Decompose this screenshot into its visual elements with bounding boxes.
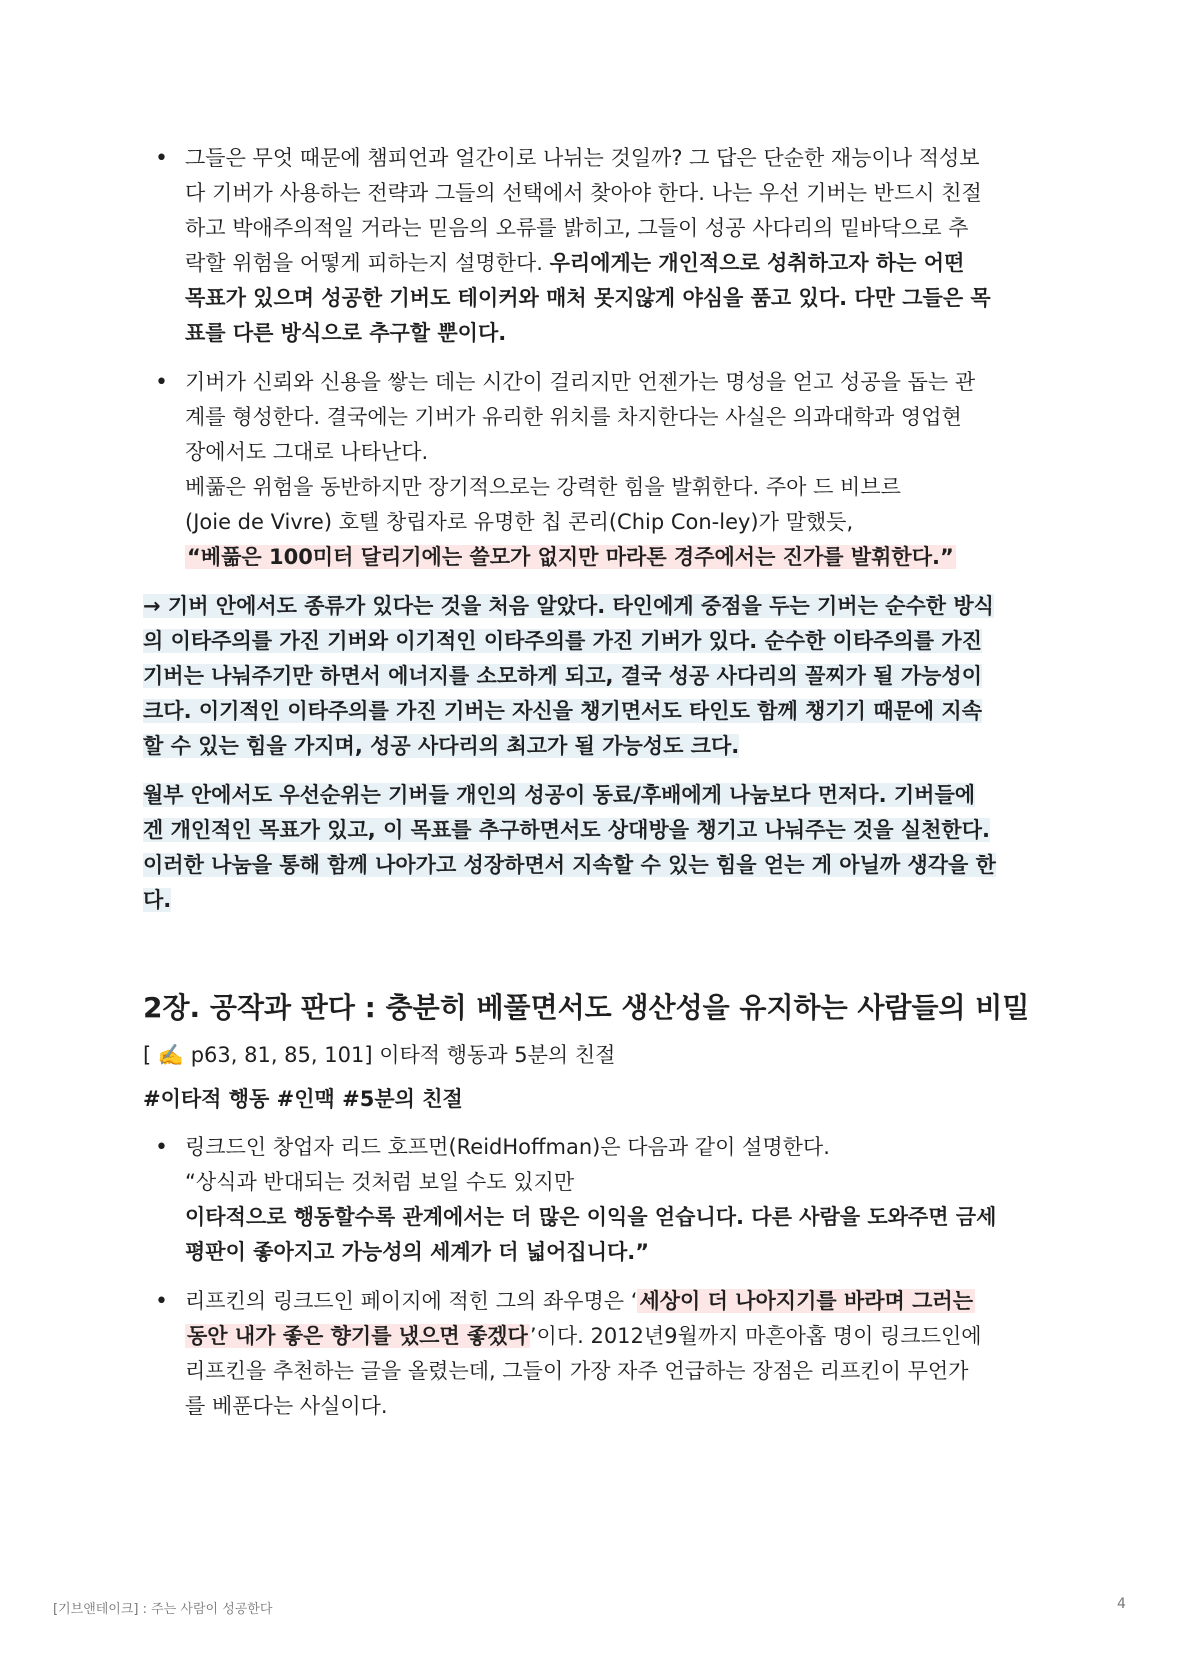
reflection-note-2 — [143, 778, 1043, 918]
note-line: → 기버 안에서도 종류가 있다는 것을 처음 알았다. 타인에게 중점을 두는 기버는 순수한 방식 — [143, 594, 994, 618]
text-line: 베풂은 위험을 동반하지만 장기적으로는 강력한 힘을 발휘한다. 주아 드 비브르 — [185, 475, 901, 499]
reflection-note-1 — [143, 589, 1043, 764]
bold-line: 표를 다른 방식으로 추구할 뿐이다. — [185, 321, 507, 345]
text-line: (Joie de Vivre) 호텔 창립자로 유명한 칩 콘리(Chip Con-ley)가 말했듯, — [185, 510, 854, 534]
bold-text: 우리에게는 개인적으로 성취하고자 하는 어떤 — [549, 251, 965, 275]
text-line: 다 기버가 사용하는 전략과 그들의 선택에서 찾아야 한다. 나는 우선 기버는 반드시 친절 — [185, 181, 982, 205]
text-line: 를 베푼다는 사실이다. — [185, 1394, 388, 1418]
text-line: “상식과 반대되는 것처럼 보일 수도 있지만 — [185, 1170, 575, 1194]
footer-title: [기브앤테이크] : 주는 사람이 성공한다 — [53, 1602, 273, 1617]
note-line: 월부 안에서도 우선순위는 기버들 개인의 성공이 동료/후배에게 나눔보다 먼저다. 기버들에 — [143, 783, 976, 807]
highlighted-motto: 동안 내가 좋은 향기를 냈으면 좋겠다 — [187, 1324, 528, 1348]
bullet-list-2 — [143, 1130, 1043, 1424]
note-line: 겐 개인적인 목표가 있고, 이 목표를 추구하면서도 상대방을 챙기고 나눠주는 것을 실천한다. — [143, 818, 990, 842]
note-line: 이러한 나눔을 통해 함께 나아가고 성장하면서 지속할 수 있는 힘을 얻는 게 아닐까 생각을 한 — [143, 853, 996, 877]
text-line: 장에서도 그대로 나타난다. — [185, 440, 429, 464]
note-line: 기버는 나눠주기만 하면서 에너지를 소모하게 되고, 결국 성공 사다리의 꼴찌가 될 가능성이 — [143, 664, 982, 688]
reference-topic: 이타적 행동과 5분의 친절 — [372, 1043, 616, 1067]
plain-text: 락할 위험을 어떻게 피하는지 설명한다. — [185, 251, 550, 275]
list-item — [143, 365, 1043, 575]
bullet-list-1 — [143, 141, 1043, 575]
document-body — [143, 141, 1043, 1438]
note-line: 의 이타주의를 가진 기버와 이기적인 이타주의를 가진 기버가 있다. 순수한 이타주의를 가진 — [143, 629, 982, 653]
plain-text: ’이다. 2012년9월까지 마흔아홉 명이 링크드인에 — [529, 1324, 982, 1348]
bold-line: 이타적으로 행동할수록 관계에서는 더 많은 이익을 얻습니다. 다른 사람을 도와주면 금세 — [185, 1205, 997, 1229]
note-line: 할 수 있는 힘을 가지며, 성공 사다리의 최고가 될 가능성도 크다. — [143, 734, 740, 758]
text-line — [185, 1284, 1043, 1319]
list-item — [143, 1284, 1043, 1424]
text-line: 하고 박애주의적일 거라는 믿음의 오류를 밝히고, 그들이 성공 사다리의 밑바닥으로 추 — [185, 216, 969, 240]
hashtags: #이타적 행동 #인맥 #5분의 친절 — [143, 1087, 463, 1111]
page-numbers: [ ✍️ p63, 81, 85, 101] — [143, 1043, 373, 1067]
chapter-title: 2장. 공작과 판다 : 충분히 베풀면서도 생산성을 유지하는 사람들의 비밀 — [143, 991, 1030, 1024]
list-item — [143, 141, 1043, 351]
text-line — [185, 246, 1043, 281]
bold-line: 평판이 좋아지고 가능성의 세계가 더 넓어집니다.” — [185, 1240, 650, 1264]
text-line: 계를 형성한다. 결국에는 기버가 유리한 위치를 차지한다는 사실은 의과대학과 영업현 — [185, 405, 962, 429]
list-item — [143, 1130, 1043, 1270]
page-reference — [143, 1038, 1043, 1072]
page-number: 4 — [1117, 1596, 1126, 1612]
text-line: • 링크드인 창업자 리드 호프먼(ReidHoffman)은 다음과 같이 설명한다. — [185, 1135, 830, 1159]
note-line: 다. — [143, 888, 172, 912]
text-line: 리프킨을 추천하는 글을 올렸는데, 그들이 가장 자주 언급하는 장점은 리프킨이 무언가 — [185, 1359, 969, 1383]
note-line: 크다. 이기적인 이타주의를 가진 기버는 자신을 챙기면서도 타인도 함께 챙기기 때문에 지속 — [143, 699, 982, 723]
bold-line: 목표가 있으며 성공한 기버도 테이커와 매처 못지않게 야심을 품고 있다. 다만 그들은 목 — [185, 286, 991, 310]
text-line — [185, 1319, 1043, 1354]
plain-text: 리프킨의 링크드인 페이지에 적힌 그의 좌우명은 ‘ — [185, 1289, 638, 1313]
text-line: • 기버가 신뢰와 신용을 쌓는 데는 시간이 걸리지만 언젠가는 명성을 얻고 성공을 돕는 관 — [185, 370, 976, 394]
text-line: • 그들은 무엇 때문에 챔피언과 얼간이로 나뉘는 것일까? 그 답은 단순한 재능이나 적성보 — [185, 146, 980, 170]
highlighted-motto: 세상이 더 나아지기를 바라며 그러는 — [639, 1289, 973, 1313]
highlighted-quote: “베풂은 100미터 달리기에는 쓸모가 없지만 마라톤 경주에서는 진가를 발휘한다.” — [187, 545, 954, 569]
